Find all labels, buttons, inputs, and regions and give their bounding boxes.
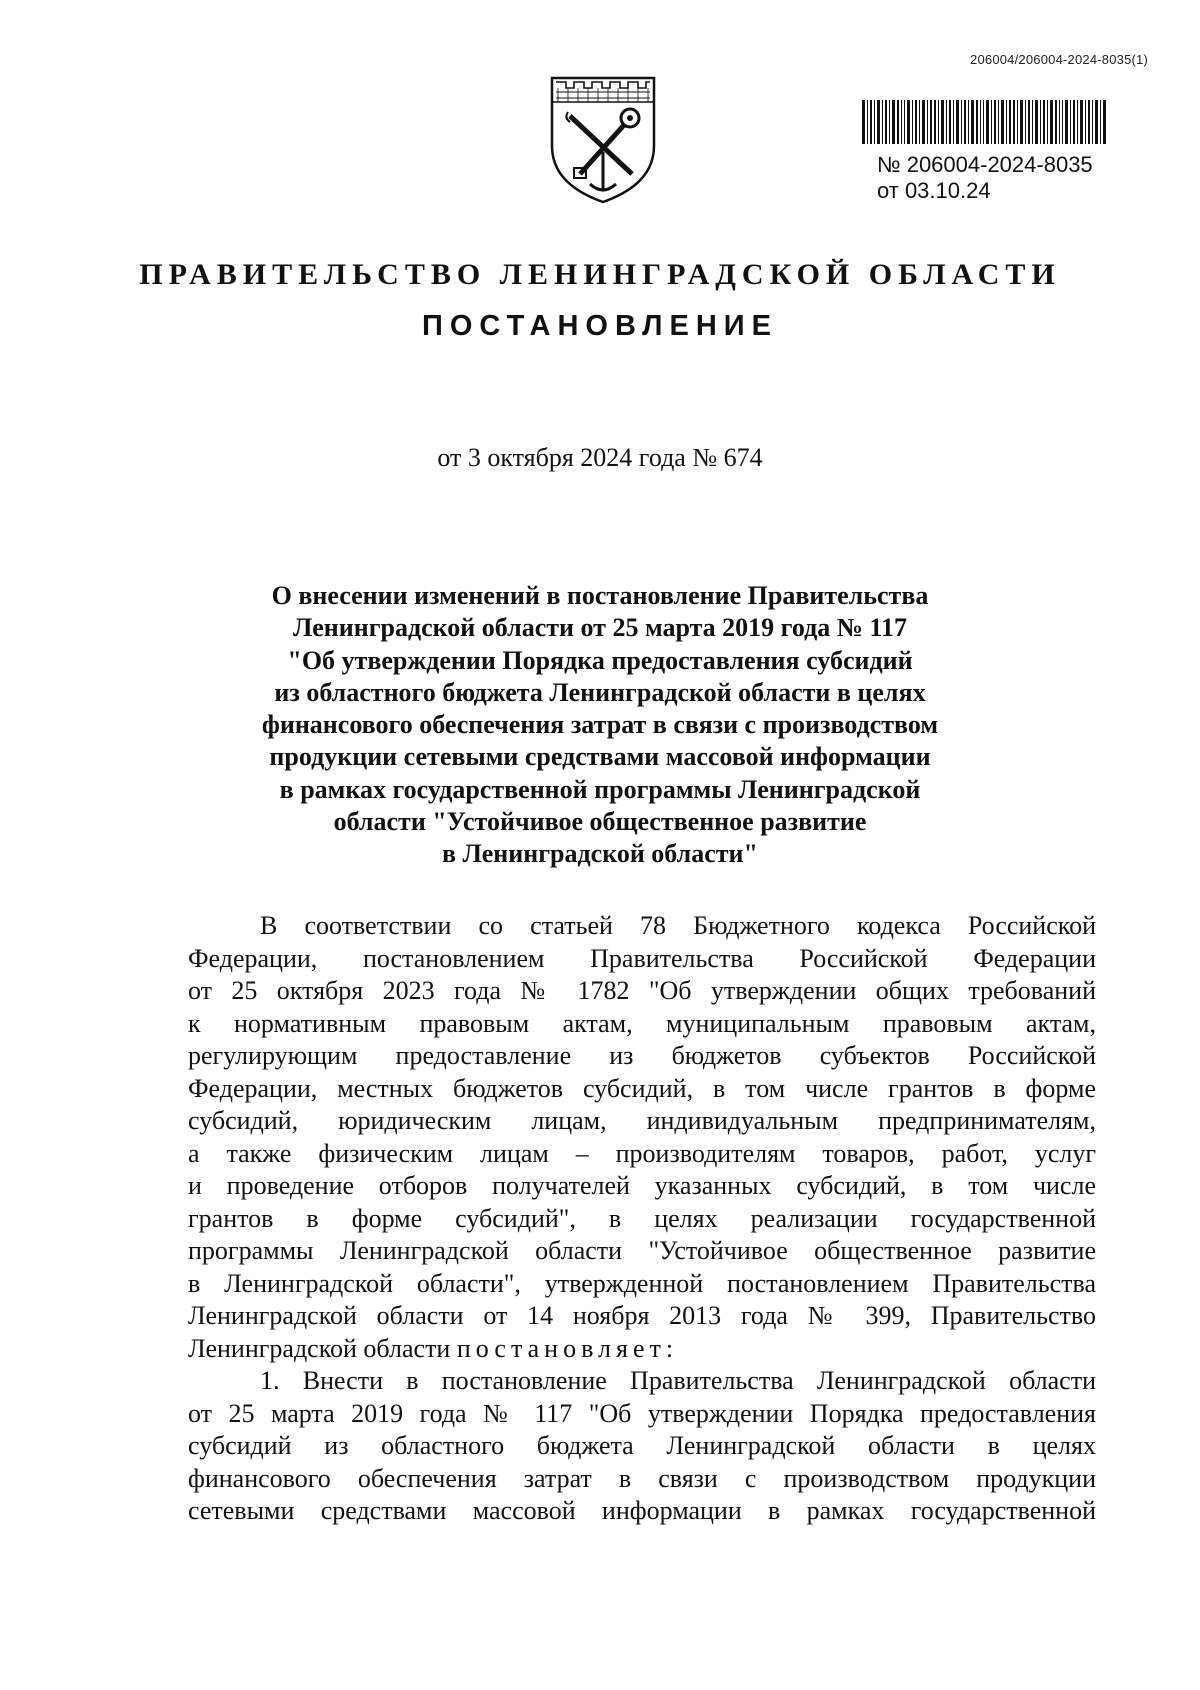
item-line: 1. Внести в постановление Правительства Ленинградской области [260,1366,1096,1395]
document-date-number: от 3 октября 2024 года № 674 [437,443,763,472]
item-line: субсидий из областного бюджета Ленинградской области в целях [188,1431,1096,1460]
body-line: грантов в форме субсидий", в целях реализации государственной [188,1203,1096,1233]
title-line: области "Устойчивое общественное развитие [333,807,867,837]
item-line: сетевыми средствами массовой информации в рамках государственной [188,1496,1096,1525]
document-body [188,910,1096,1528]
title-line: продукции сетевыми средствами массовой информации [269,742,931,772]
body-line: Федерации, постановлением Правительства Российской Федерации [188,943,1096,973]
title-line: О внесении изменений в постановление Правительства [271,581,929,610]
body-line: регулирующим предоставление из бюджетов субъектов Российской [188,1041,1096,1070]
body-line: и проведение отборов получателей указанных субсидий, в том числе [188,1171,1096,1200]
authority-heading: ПРАВИТЕЛЬСТВО ЛЕНИНГРАДСКОЙ ОБЛАСТИ [139,258,1061,291]
body-line: в Ленинградской области", утвержденной постановлением Правительства [188,1268,1096,1298]
title-line: "Об утверждении Порядка предоставления субсидий [287,645,913,675]
title-line: Ленинградской области от 25 марта 2019 года № 117 [293,613,907,643]
barcode-icon [862,100,1106,144]
body-line: к нормативным правовым актам, муниципальным правовым актам, [188,1008,1096,1038]
body-line: В соответствии со статьей 78 Бюджетного кодекса Российской [260,911,1096,940]
body-line: Федерации, местных бюджетов субсидий, в том числе грантов в форме [188,1073,1096,1103]
body-line: а также физическим лицам – производителям товаров, работ, услуг [188,1138,1096,1168]
body-line: Ленинградской области от 14 ноября 2013 года № 399, Правительство [188,1301,1096,1330]
document-id: 206004/206004-2024-8035(1) [970,52,1148,67]
body-line: субсидий, юридическим лицам, индивидуальным предпринимателям, [188,1106,1096,1135]
title-line: финансового обеспечения затрат в связи с производством [261,710,939,740]
leningrad-oblast-coat-of-arms-icon [546,72,660,206]
document-title [200,580,1000,871]
title-line: в Ленинградской области" [442,839,758,869]
resolve-prefix: Ленинградской области [188,1333,457,1363]
body-line: от 25 октября 2023 года № 1782 "Об утверждении общих требований [188,976,1096,1005]
registration-date: от 03.10.24 [877,178,991,203]
document-type-heading: ПОСТАНОВЛЕНИЕ [422,310,778,342]
resolve-line [188,1333,1096,1366]
item-line: финансового обеспечения затрат в связи с производством продукции [188,1463,1096,1493]
body-line: программы Ленинградской области "Устойчивое общественное развитие [188,1236,1096,1265]
resolve-word: постановляет: [456,1333,679,1363]
item-line: от 25 марта 2019 года № 117 "Об утверждении Порядка предоставления [188,1398,1096,1428]
registration-number: № 206004-2024-8035 [877,152,1093,177]
title-line: из областного бюджета Ленинградской области в целях [274,677,926,707]
title-line: в рамках государственной программы Ленинградской [279,774,921,804]
